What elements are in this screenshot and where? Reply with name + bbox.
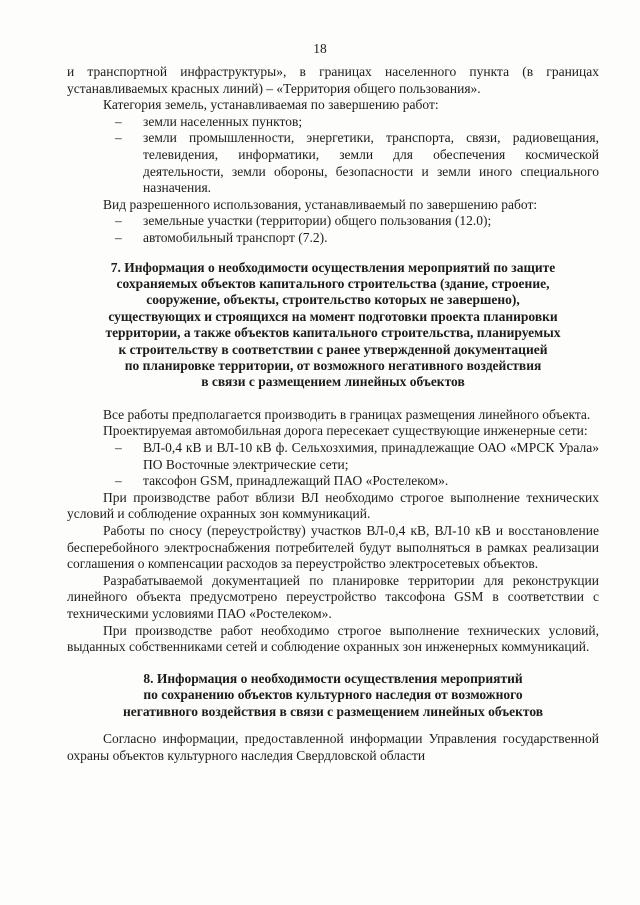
list-dash-marker: – <box>115 229 122 245</box>
permitted-use-intro: Вид разрешенного использования, устанавливаемый по завершению работ: <box>103 196 538 212</box>
heading-line: к строительству в соответствии с ранее утвержденной документацией <box>118 341 548 357</box>
heading-line: сооружение, объекты, строительство которых не завершено), <box>146 292 520 308</box>
list-dash-marker: – <box>115 213 122 229</box>
list-item-permitted-use <box>67 213 599 230</box>
page-number: 18 <box>313 41 327 56</box>
section-8-paragraph: Согласно информации, предоставленной информации Управления государственной охраны объектов культурного наследия Свердловской области <box>67 730 599 763</box>
list-item-text: ВЛ-0,4 кВ и ВЛ-10 кВ ф. Сельхозхимия, принадлежащие ОАО «МРСК Урала» ПО Восточные электрические сети; <box>143 439 599 472</box>
list-item-land-category <box>67 130 599 196</box>
heading-line: по сохранению объектов культурного наследия от возможного <box>143 687 523 703</box>
list-item-text: земли промышленности, энергетики, транспорта, связи, радиовещания, телевидения, информатики, земли для обеспечения космической деятельности, земли обороны, безопасности и земли иного специального назначения. <box>143 130 599 196</box>
heading-line: территории, а также объектов капитального строительства, планируемых <box>105 325 561 341</box>
document-body <box>67 64 599 764</box>
list-item-text: земли населенных пунктов; <box>143 113 303 129</box>
list-dash-marker: – <box>115 439 122 455</box>
section-7-paragraph: При производстве работ вблизи ВЛ необходимо строгое выполнение технических условий и соблюдение охранных зон коммуникаций. <box>67 489 599 522</box>
list-dash-marker: – <box>115 113 122 129</box>
section-7-paragraph: При производстве работ необходимо строгое выполнение технических условий, выданных собственниками сетей и соблюдение охранных зон инженерных коммуникаций. <box>67 622 599 655</box>
list-item-text: таксофон GSM, принадлежащий ПАО «Ростелеком». <box>143 473 449 489</box>
heading-line: существующих и строящихся на момент подготовки проекта планировки <box>108 308 558 324</box>
list-item-network <box>67 473 599 490</box>
list-item-network <box>67 440 599 473</box>
section-7-heading <box>67 260 599 391</box>
section-7-paragraph: Работы по сносу (переустройству) участков ВЛ-0,4 кВ, ВЛ-10 кВ и восстановление бесперебойного электроснабжения потребителей будут выполняться в рамках реализации соглашения о компенсации расходов за переустройство электросетевых объектов. <box>67 522 599 572</box>
heading-line: 8. Информация о необходимости осуществления мероприятий <box>143 670 523 686</box>
list-dash-marker: – <box>115 473 122 489</box>
list-item-text: автомобильный транспорт (7.2). <box>143 229 328 245</box>
section-8-heading <box>67 671 599 720</box>
list-item-text: земельные участки (территории) общего пользования (12.0); <box>143 213 492 229</box>
paragraph-continuation: и транспортной инфраструктуры», в границах населенного пункта (в границах устанавливаемых красных линий) – «Территория общего пользования». <box>67 64 599 96</box>
heading-line: по планировке территории, от возможного негативного воздействия <box>124 357 542 373</box>
list-item-land-category <box>67 114 599 131</box>
heading-line: в связи с размещением линейных объектов <box>201 374 465 390</box>
section-7-paragraph: Разрабатываемой документацией по планировке территории для реконструкции линейного объекта предусмотрено переустройство таксофона GSM в соответствии с техническими условиями ПАО «Ростелеком». <box>67 572 599 621</box>
land-category-intro: Категория земель, устанавливаемая по завершению работ: <box>103 97 439 113</box>
list-dash-marker: – <box>115 130 122 146</box>
heading-line: 7. Информация о необходимости осуществления мероприятий по защите <box>110 259 556 275</box>
heading-line: сохраняемых объектов капитального строительства (здание, строение, <box>116 275 550 291</box>
section-7-paragraph: Проектируемая автомобильная дорога пересекает существующие инженерные сети: <box>103 423 588 439</box>
section-7-paragraph: Все работы предполагается производить в границах размещения линейного объекта. <box>103 406 591 422</box>
heading-line: негативного воздействия в связи с размещением линейных объектов <box>122 703 544 719</box>
list-item-permitted-use <box>67 230 599 247</box>
